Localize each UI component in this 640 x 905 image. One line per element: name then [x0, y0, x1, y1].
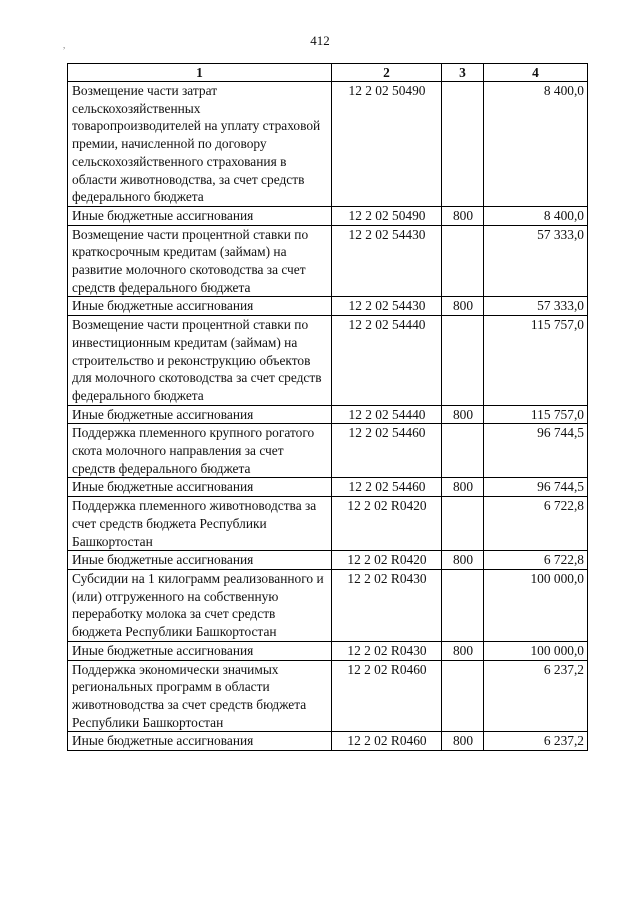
row-code: 12 2 02 54460 — [332, 478, 442, 497]
row-code: 12 2 02 R0460 — [332, 660, 442, 732]
row-name: Иные бюджетные ассигнования — [68, 206, 332, 225]
row-code: 12 2 02 R0420 — [332, 497, 442, 551]
row-expense-type: 800 — [442, 551, 484, 570]
table-row — [68, 732, 588, 751]
row-name: Поддержка племенного животноводства за счет средств бюджета Республики Башкортостан — [68, 497, 332, 551]
row-name: Возмещение части процентной ставки по краткосрочным кредитам (займам) на развитие молочного скотоводства за счет средств федерального бюджета — [68, 225, 332, 297]
row-code: 12 2 02 R0430 — [332, 569, 442, 641]
row-expense-type: 800 — [442, 405, 484, 424]
row-code: 12 2 02 R0430 — [332, 641, 442, 660]
row-expense-type — [442, 225, 484, 297]
page-number: 412 — [310, 33, 330, 48]
row-code: 12 2 02 54440 — [332, 405, 442, 424]
table-row — [68, 569, 588, 641]
row-expense-type — [442, 569, 484, 641]
budget-table — [67, 63, 588, 751]
table-row — [68, 660, 588, 732]
row-code: 12 2 02 R0460 — [332, 732, 442, 751]
row-amount: 115 757,0 — [484, 316, 588, 406]
row-code: 12 2 02 50490 — [332, 82, 442, 207]
row-name: Возмещение части процентной ставки по инвестиционным кредитам (займам) на строительство и реконструкцию объектов для молочного скотоводства за счет средств федерального бюджета — [68, 316, 332, 406]
row-name: Иные бюджетные ассигнования — [68, 478, 332, 497]
table-row — [68, 206, 588, 225]
row-amount: 6 722,8 — [484, 551, 588, 570]
row-name: Иные бюджетные ассигнования — [68, 405, 332, 424]
row-expense-type: 800 — [442, 206, 484, 225]
row-amount: 6 722,8 — [484, 497, 588, 551]
table-row — [68, 551, 588, 570]
row-expense-type — [442, 660, 484, 732]
row-expense-type — [442, 424, 484, 478]
header-col-4: 4 — [484, 64, 588, 82]
row-name: Поддержка экономически значимых региональных программ в области животноводства за счет средств бюджета Республики Башкортостан — [68, 660, 332, 732]
row-code: 12 2 02 54440 — [332, 316, 442, 406]
row-expense-type — [442, 82, 484, 207]
row-code: 12 2 02 54430 — [332, 297, 442, 316]
table-row — [68, 641, 588, 660]
row-expense-type: 800 — [442, 641, 484, 660]
header-col-3: 3 — [442, 64, 484, 82]
row-amount: 57 333,0 — [484, 225, 588, 297]
table-row — [68, 316, 588, 406]
table-row — [68, 405, 588, 424]
row-amount: 6 237,2 — [484, 732, 588, 751]
row-name: Возмещение части затрат сельскохозяйственных товаропроизводителей на уплату страховой премии, начисленной по договору сельскохозяйственного страхования в области животноводства, за счет средств федерального бюджета — [68, 82, 332, 207]
row-amount: 8 400,0 — [484, 82, 588, 207]
table-row — [68, 297, 588, 316]
row-name: Иные бюджетные ассигнования — [68, 732, 332, 751]
row-code: 12 2 02 54430 — [332, 225, 442, 297]
header-col-1: 1 — [68, 64, 332, 82]
row-amount: 96 744,5 — [484, 424, 588, 478]
row-amount: 100 000,0 — [484, 569, 588, 641]
row-code: 12 2 02 50490 — [332, 206, 442, 225]
row-amount: 115 757,0 — [484, 405, 588, 424]
row-amount: 6 237,2 — [484, 660, 588, 732]
table-row — [68, 424, 588, 478]
row-name: Субсидии на 1 килограмм реализованного и (или) отгруженного на собственную переработку молока за счет средств бюджета Республики Башкортостан — [68, 569, 332, 641]
row-name: Иные бюджетные ассигнования — [68, 551, 332, 570]
table-row — [68, 225, 588, 297]
row-expense-type: 800 — [442, 478, 484, 497]
row-expense-type — [442, 316, 484, 406]
row-code: 12 2 02 54460 — [332, 424, 442, 478]
row-amount: 8 400,0 — [484, 206, 588, 225]
row-name: Поддержка племенного крупного рогатого скота молочного направления за счет средств федерального бюджета — [68, 424, 332, 478]
row-expense-type: 800 — [442, 732, 484, 751]
row-name: Иные бюджетные ассигнования — [68, 641, 332, 660]
row-expense-type: 800 — [442, 297, 484, 316]
row-expense-type — [442, 497, 484, 551]
row-name: Иные бюджетные ассигнования — [68, 297, 332, 316]
table-row — [68, 497, 588, 551]
row-code: 12 2 02 R0420 — [332, 551, 442, 570]
row-amount: 96 744,5 — [484, 478, 588, 497]
row-amount: 57 333,0 — [484, 297, 588, 316]
header-col-2: 2 — [332, 64, 442, 82]
table-row — [68, 82, 588, 207]
header-row — [68, 64, 588, 82]
table-row — [68, 478, 588, 497]
row-amount: 100 000,0 — [484, 641, 588, 660]
margin-mark: , — [63, 40, 66, 50]
